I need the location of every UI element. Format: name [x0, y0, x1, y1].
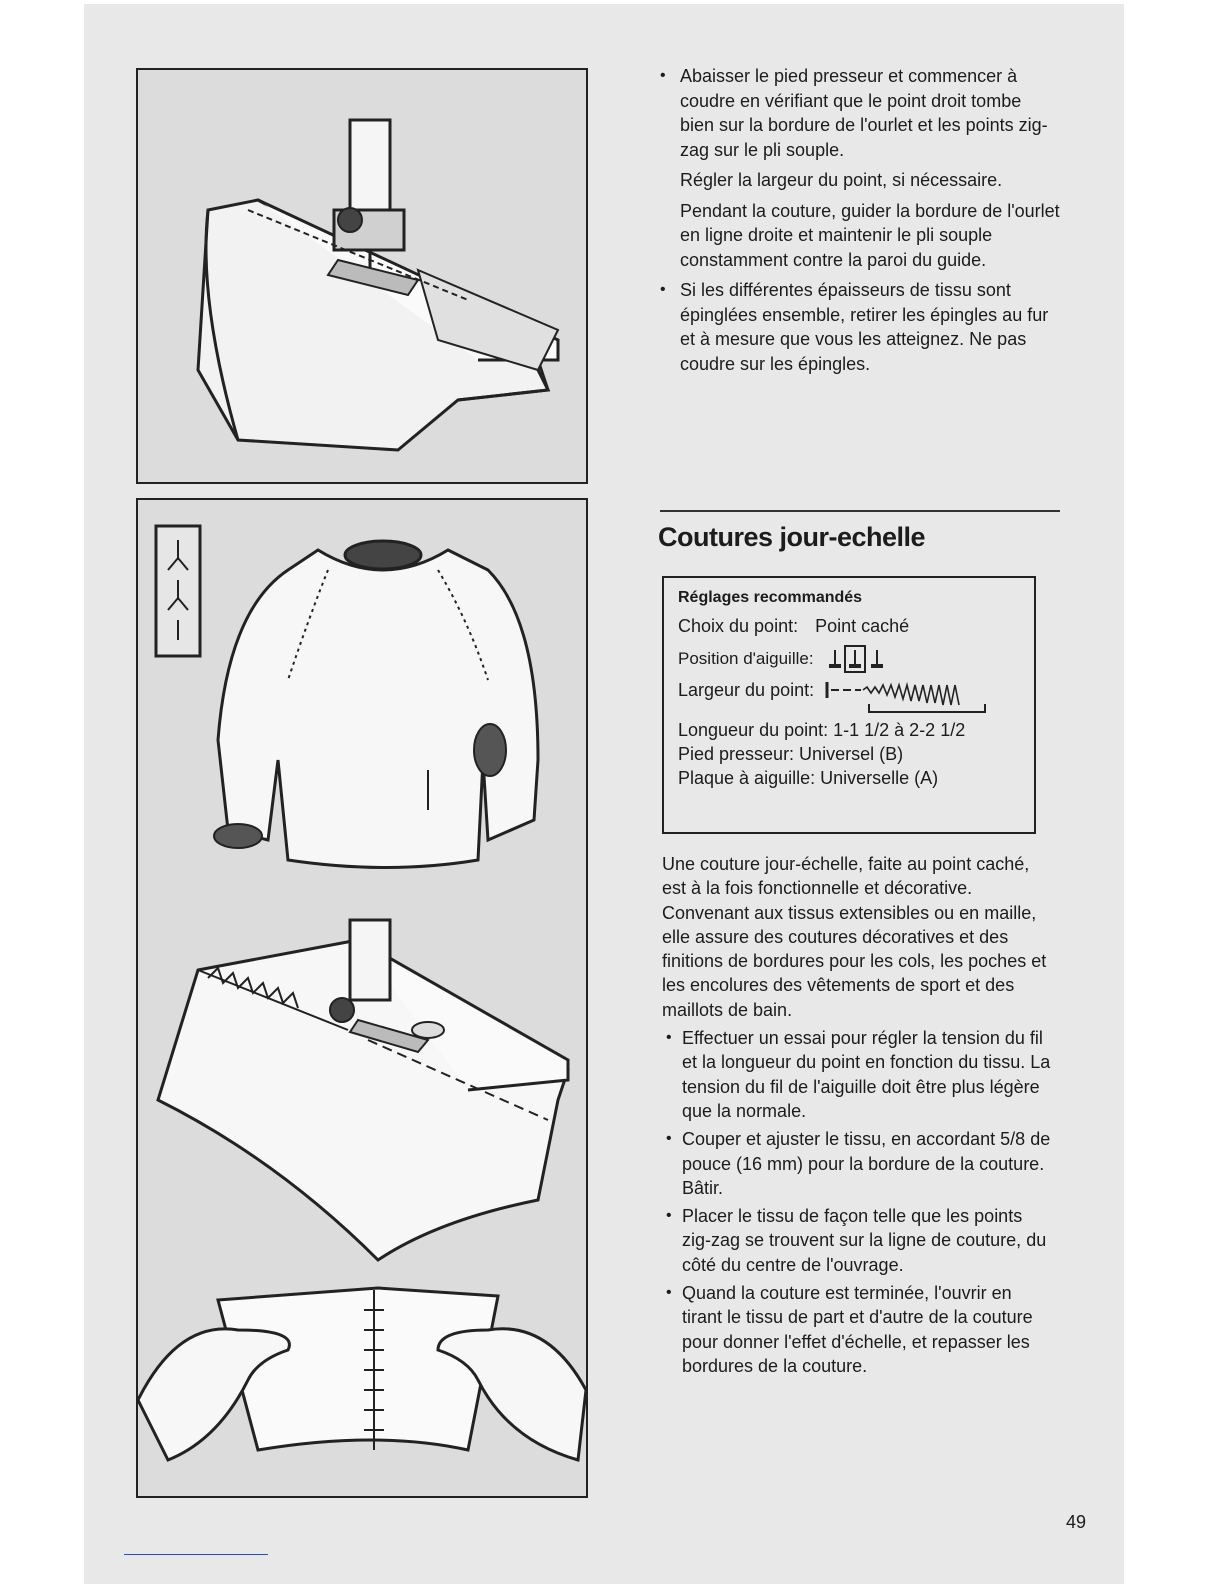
stitch-length-line: Longueur du point: 1-1 1/2 à 2-2 1/2: [678, 720, 966, 740]
intro-paragraph-1: Régler la largeur du point, si nécessaire.: [680, 170, 1003, 190]
manual-page: [84, 4, 1124, 1584]
section-title: Coutures jour-echelle: [658, 522, 926, 552]
section-divider: [660, 510, 1060, 512]
stitch-width-label: Largeur du point:: [678, 680, 815, 700]
ladder-seam-description: [662, 852, 1054, 1382]
settings-title: Réglages recommandés: [678, 589, 863, 606]
sweater-drawing: [214, 541, 538, 868]
stitch-choice-value: Point caché: [815, 616, 910, 636]
intro-bullet-2: • Si les différentes épaisseurs de tissu sont épinglées ensemble, retirer les épingles au fur et à mesure que vous les atteignez. Ne pas coudre sur les épingles.: [660, 278, 1060, 376]
stitch-choice-label: Choix du point:: [678, 616, 799, 636]
description-paragraph: Une couture jour-échelle, faite au point caché, est à la fois fonctionnelle et décorative. Convenant aux tissus extensibles ou en maille, elle assure des coutures décoratives et des finitions de bordures pour les cols, les poches et les encolures des vêtements de sport et des maillots de bain.: [662, 854, 1047, 1020]
instruction-bullet-4: • Quand la couture est terminée, l'ouvrir en tirant le tissu de part et d'autre de la couture pour donner l'effet d'échelle, et repasser les bordures de la couture.: [662, 1281, 1054, 1378]
needle-position-row: [678, 644, 1020, 678]
instruction-bullet-3: • Placer le tissu de façon telle que les points zig-zag se trouvent sur la ligne de couture, du côté du centre de l'ouvrage.: [662, 1204, 1054, 1277]
instruction-bullet-1: • Effectuer un essai pour régler la tension du fil et la longueur du point en fonction du tissu. La tension du fil de l'aiguille doit être plus légère que la normale.: [662, 1026, 1054, 1123]
intro-paragraph-2: Pendant la couture, guider la bordure de l'ourlet en ligne droite et maintenir le pli souple constamment contre la paroi du guide.: [680, 200, 1060, 270]
presser-foot-line: Pied presseur: Universel (B): [678, 744, 904, 764]
intro-text-column: [660, 64, 1060, 382]
stitch-width-icon: [823, 678, 993, 716]
sewing-machine-hem-drawing: [138, 70, 586, 482]
machine-ladder-seam-drawing: [158, 920, 568, 1260]
intro-bullet-1: • Abaisser le pied presseur et commencer à coudre en vérifiant que le point droit tombe bien sur la bordure de l'ourlet et les points zig-zag sur le pli souple.: [660, 64, 1060, 162]
hands-stretching-seam-drawing: [138, 1288, 586, 1460]
page-number: 49: [1066, 1512, 1087, 1532]
needle-position-label: Position d'aiguille:: [678, 648, 814, 668]
instruction-bullet-2: • Couper et ajuster le tissu, en accordant 5/8 de pouce (16 mm) pour la bordure de la couture. Bâtir.: [662, 1127, 1054, 1200]
recommended-settings-box: [662, 576, 1036, 834]
ladder-seam-illustrations: [136, 498, 588, 1498]
needle-plate-line: Plaque à aiguille: Universelle (A): [678, 768, 939, 788]
stitch-width-row: [678, 678, 1020, 718]
hem-sewing-illustration: [136, 68, 588, 484]
ladder-seam-drawings: [138, 500, 586, 1496]
needle-position-icon: [825, 644, 895, 674]
stitch-choice-row: [678, 614, 1020, 638]
footer-underline: [124, 1554, 268, 1555]
